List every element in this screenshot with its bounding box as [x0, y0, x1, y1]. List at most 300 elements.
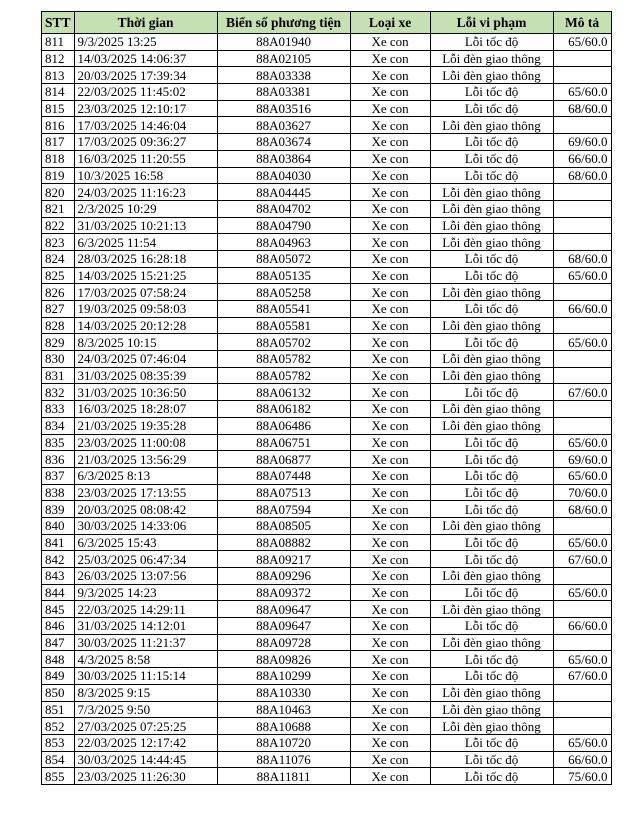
cell-plate: 88A06877 — [217, 451, 350, 468]
cell-vehicle-type: Xe con — [350, 751, 430, 768]
cell-description: 69/60.0 — [553, 134, 611, 151]
cell-description — [553, 234, 611, 251]
cell-vehicle-type: Xe con — [350, 651, 430, 668]
table-row — [42, 434, 612, 451]
cell-stt: 853 — [42, 734, 75, 751]
cell-time: 10/3/2025 16:58 — [74, 167, 217, 184]
cell-vehicle-type: Xe con — [350, 568, 430, 585]
cell-stt: 822 — [42, 217, 75, 234]
cell-stt: 818 — [42, 150, 75, 167]
cell-description — [553, 67, 611, 84]
cell-violation: Lỗi tốc độ — [430, 501, 553, 518]
cell-violation: Lỗi tốc độ — [430, 618, 553, 635]
cell-description — [553, 601, 611, 618]
table-row — [42, 317, 612, 334]
cell-vehicle-type: Xe con — [350, 34, 430, 51]
cell-violation: Lỗi đèn giao thông — [430, 284, 553, 301]
table-row — [42, 384, 612, 401]
cell-time: 24/03/2025 07:46:04 — [74, 351, 217, 368]
cell-time: 20/03/2025 17:39:34 — [74, 67, 217, 84]
cell-plate: 88A10330 — [217, 684, 350, 701]
cell-violation: Lỗi tốc độ — [430, 434, 553, 451]
cell-stt: 855 — [42, 768, 75, 785]
table-row — [42, 84, 612, 101]
cell-stt: 847 — [42, 634, 75, 651]
cell-description: 67/60.0 — [553, 551, 611, 568]
cell-stt: 829 — [42, 334, 75, 351]
cell-vehicle-type: Xe con — [350, 484, 430, 501]
cell-vehicle-type: Xe con — [350, 601, 430, 618]
cell-time: 6/3/2025 15:43 — [74, 534, 217, 551]
table-row — [42, 534, 612, 551]
cell-time: 31/03/2025 14:12:01 — [74, 618, 217, 635]
table-row — [42, 234, 612, 251]
cell-description — [553, 417, 611, 434]
cell-plate: 88A04963 — [217, 234, 350, 251]
cell-vehicle-type: Xe con — [350, 67, 430, 84]
table-row — [42, 334, 612, 351]
cell-vehicle-type: Xe con — [350, 384, 430, 401]
cell-description: 65/60.0 — [553, 534, 611, 551]
cell-stt: 852 — [42, 718, 75, 735]
cell-stt: 842 — [42, 551, 75, 568]
cell-violation: Lỗi đèn giao thông — [430, 634, 553, 651]
cell-time: 30/03/2025 11:15:14 — [74, 668, 217, 685]
cell-stt: 827 — [42, 301, 75, 318]
cell-plate: 88A03381 — [217, 84, 350, 101]
cell-description — [553, 684, 611, 701]
cell-time: 20/03/2025 08:08:42 — [74, 501, 217, 518]
cell-time: 31/03/2025 08:35:39 — [74, 367, 217, 384]
cell-plate: 88A09647 — [217, 601, 350, 618]
cell-violation: Lỗi đèn giao thông — [430, 67, 553, 84]
cell-time: 17/03/2025 09:36:27 — [74, 134, 217, 151]
table-row — [42, 568, 612, 585]
table-row — [42, 117, 612, 134]
cell-plate: 88A11811 — [217, 768, 350, 785]
cell-time: 27/03/2025 07:25:25 — [74, 718, 217, 735]
cell-stt: 821 — [42, 200, 75, 217]
cell-vehicle-type: Xe con — [350, 668, 430, 685]
cell-plate: 88A07448 — [217, 467, 350, 484]
cell-time: 6/3/2025 8:13 — [74, 467, 217, 484]
cell-vehicle-type: Xe con — [350, 367, 430, 384]
table-row — [42, 768, 612, 785]
cell-description — [553, 401, 611, 418]
table-row — [42, 284, 612, 301]
cell-stt: 814 — [42, 84, 75, 101]
cell-plate: 88A09826 — [217, 651, 350, 668]
cell-description: 65/60.0 — [553, 267, 611, 284]
table-row — [42, 517, 612, 534]
cell-plate: 88A07513 — [217, 484, 350, 501]
cell-plate: 88A11076 — [217, 751, 350, 768]
cell-stt: 844 — [42, 584, 75, 601]
cell-vehicle-type: Xe con — [350, 334, 430, 351]
cell-stt: 811 — [42, 34, 75, 51]
cell-stt: 833 — [42, 401, 75, 418]
cell-violation: Lỗi đèn giao thông — [430, 117, 553, 134]
cell-stt: 815 — [42, 100, 75, 117]
cell-plate: 88A05581 — [217, 317, 350, 334]
cell-violation: Lỗi tốc độ — [430, 250, 553, 267]
cell-stt: 846 — [42, 618, 75, 635]
cell-violation: Lỗi tốc độ — [430, 768, 553, 785]
cell-vehicle-type: Xe con — [350, 117, 430, 134]
cell-violation: Lỗi tốc độ — [430, 84, 553, 101]
cell-vehicle-type: Xe con — [350, 701, 430, 718]
cell-description: 66/60.0 — [553, 751, 611, 768]
cell-description: 69/60.0 — [553, 451, 611, 468]
table-row — [42, 267, 612, 284]
cell-plate: 88A10299 — [217, 668, 350, 685]
cell-plate: 88A09217 — [217, 551, 350, 568]
cell-description: 68/60.0 — [553, 501, 611, 518]
cell-description: 67/60.0 — [553, 384, 611, 401]
cell-violation: Lỗi đèn giao thông — [430, 200, 553, 217]
cell-violation: Lỗi đèn giao thông — [430, 50, 553, 67]
table-row — [42, 417, 612, 434]
cell-plate: 88A06132 — [217, 384, 350, 401]
cell-vehicle-type: Xe con — [350, 317, 430, 334]
cell-violation: Lỗi tốc độ — [430, 534, 553, 551]
cell-description: 68/60.0 — [553, 100, 611, 117]
cell-violation: Lỗi đèn giao thông — [430, 184, 553, 201]
cell-stt: 823 — [42, 234, 75, 251]
table-row — [42, 150, 612, 167]
cell-time: 23/03/2025 11:00:08 — [74, 434, 217, 451]
cell-vehicle-type: Xe con — [350, 417, 430, 434]
cell-description: 65/60.0 — [553, 651, 611, 668]
cell-time: 25/03/2025 06:47:34 — [74, 551, 217, 568]
cell-stt: 812 — [42, 50, 75, 67]
header-plate: Biển số phương tiện — [217, 12, 350, 34]
cell-plate: 88A03864 — [217, 150, 350, 167]
cell-violation: Lỗi đèn giao thông — [430, 718, 553, 735]
cell-plate: 88A05702 — [217, 334, 350, 351]
cell-time: 23/03/2025 17:13:55 — [74, 484, 217, 501]
cell-violation: Lỗi tốc độ — [430, 134, 553, 151]
cell-time: 16/03/2025 11:20:55 — [74, 150, 217, 167]
header-row — [42, 12, 612, 34]
table-row — [42, 301, 612, 318]
cell-plate: 88A03627 — [217, 117, 350, 134]
cell-violation: Lỗi tốc độ — [430, 301, 553, 318]
table-row — [42, 134, 612, 151]
cell-violation: Lỗi đèn giao thông — [430, 217, 553, 234]
table-row — [42, 734, 612, 751]
cell-description: 65/60.0 — [553, 734, 611, 751]
cell-time: 22/03/2025 12:17:42 — [74, 734, 217, 751]
cell-plate: 88A09296 — [217, 568, 350, 585]
table-row — [42, 651, 612, 668]
cell-violation: Lỗi tốc độ — [430, 100, 553, 117]
cell-vehicle-type: Xe con — [350, 451, 430, 468]
cell-stt: 831 — [42, 367, 75, 384]
table-row — [42, 484, 612, 501]
cell-description: 68/60.0 — [553, 250, 611, 267]
cell-vehicle-type: Xe con — [350, 301, 430, 318]
table-row — [42, 601, 612, 618]
cell-violation: Lỗi đèn giao thông — [430, 684, 553, 701]
cell-description — [553, 184, 611, 201]
cell-vehicle-type: Xe con — [350, 217, 430, 234]
cell-plate: 88A05258 — [217, 284, 350, 301]
cell-stt: 838 — [42, 484, 75, 501]
cell-stt: 820 — [42, 184, 75, 201]
table-row — [42, 167, 612, 184]
cell-stt: 841 — [42, 534, 75, 551]
cell-violation: Lỗi tốc độ — [430, 668, 553, 685]
cell-description: 65/60.0 — [553, 334, 611, 351]
cell-vehicle-type: Xe con — [350, 250, 430, 267]
cell-plate: 88A03674 — [217, 134, 350, 151]
table-row — [42, 467, 612, 484]
cell-stt: 845 — [42, 601, 75, 618]
cell-plate: 88A03338 — [217, 67, 350, 84]
cell-stt: 848 — [42, 651, 75, 668]
cell-vehicle-type: Xe con — [350, 134, 430, 151]
cell-description: 66/60.0 — [553, 618, 611, 635]
cell-time: 6/3/2025 11:54 — [74, 234, 217, 251]
cell-time: 21/03/2025 19:35:28 — [74, 417, 217, 434]
cell-plate: 88A07594 — [217, 501, 350, 518]
cell-vehicle-type: Xe con — [350, 234, 430, 251]
cell-violation: Lỗi tốc độ — [430, 34, 553, 51]
cell-violation: Lỗi tốc độ — [430, 167, 553, 184]
table-row — [42, 584, 612, 601]
cell-description: 66/60.0 — [553, 301, 611, 318]
cell-description: 75/60.0 — [553, 768, 611, 785]
cell-violation: Lỗi tốc độ — [430, 267, 553, 284]
cell-stt: 817 — [42, 134, 75, 151]
cell-time: 17/03/2025 07:58:24 — [74, 284, 217, 301]
cell-description — [553, 351, 611, 368]
table-row — [42, 618, 612, 635]
cell-time: 23/03/2025 11:26:30 — [74, 768, 217, 785]
cell-time: 30/03/2025 11:21:37 — [74, 634, 217, 651]
cell-plate: 88A02105 — [217, 50, 350, 67]
cell-vehicle-type: Xe con — [350, 150, 430, 167]
cell-time: 14/03/2025 14:06:37 — [74, 50, 217, 67]
cell-plate: 88A09728 — [217, 634, 350, 651]
cell-vehicle-type: Xe con — [350, 584, 430, 601]
table-row — [42, 34, 612, 51]
cell-vehicle-type: Xe con — [350, 200, 430, 217]
cell-vehicle-type: Xe con — [350, 768, 430, 785]
cell-plate: 88A09372 — [217, 584, 350, 601]
cell-vehicle-type: Xe con — [350, 718, 430, 735]
cell-plate: 88A05135 — [217, 267, 350, 284]
table-row — [42, 184, 612, 201]
table-row — [42, 100, 612, 117]
cell-time: 9/3/2025 14:23 — [74, 584, 217, 601]
cell-time: 30/03/2025 14:33:06 — [74, 517, 217, 534]
cell-violation: Lỗi đèn giao thông — [430, 417, 553, 434]
cell-description — [553, 200, 611, 217]
cell-stt: 854 — [42, 751, 75, 768]
cell-violation: Lỗi đèn giao thông — [430, 517, 553, 534]
table-row — [42, 217, 612, 234]
cell-plate: 88A08505 — [217, 517, 350, 534]
table-row — [42, 634, 612, 651]
cell-violation: Lỗi đèn giao thông — [430, 234, 553, 251]
cell-plate: 88A06751 — [217, 434, 350, 451]
cell-vehicle-type: Xe con — [350, 267, 430, 284]
table-row — [42, 367, 612, 384]
violations-table — [41, 11, 612, 785]
cell-violation: Lỗi tốc độ — [430, 467, 553, 484]
cell-violation: Lỗi đèn giao thông — [430, 568, 553, 585]
cell-description — [553, 117, 611, 134]
cell-vehicle-type: Xe con — [350, 100, 430, 117]
cell-violation: Lỗi đèn giao thông — [430, 351, 553, 368]
cell-time: 14/03/2025 15:21:25 — [74, 267, 217, 284]
cell-plate: 88A04702 — [217, 200, 350, 217]
table-row — [42, 401, 612, 418]
header-description: Mô tả — [553, 12, 611, 34]
cell-violation: Lỗi tốc độ — [430, 384, 553, 401]
cell-plate: 88A04445 — [217, 184, 350, 201]
cell-plate: 88A05541 — [217, 301, 350, 318]
cell-description: 65/60.0 — [553, 84, 611, 101]
cell-vehicle-type: Xe con — [350, 618, 430, 635]
cell-stt: 840 — [42, 517, 75, 534]
cell-description — [553, 367, 611, 384]
cell-description — [553, 517, 611, 534]
cell-time: 8/3/2025 9:15 — [74, 684, 217, 701]
header-time: Thời gian — [74, 12, 217, 34]
cell-time: 2/3/2025 10:29 — [74, 200, 217, 217]
cell-stt: 843 — [42, 568, 75, 585]
cell-vehicle-type: Xe con — [350, 634, 430, 651]
cell-stt: 837 — [42, 467, 75, 484]
cell-time: 16/03/2025 18:28:07 — [74, 401, 217, 418]
cell-time: 7/3/2025 9:50 — [74, 701, 217, 718]
cell-plate: 88A10688 — [217, 718, 350, 735]
cell-time: 14/03/2025 20:12:28 — [74, 317, 217, 334]
cell-violation: Lỗi tốc độ — [430, 734, 553, 751]
cell-vehicle-type: Xe con — [350, 534, 430, 551]
table-row — [42, 351, 612, 368]
cell-stt: 850 — [42, 684, 75, 701]
cell-description — [553, 701, 611, 718]
cell-vehicle-type: Xe con — [350, 684, 430, 701]
cell-description — [553, 634, 611, 651]
cell-plate: 88A05782 — [217, 367, 350, 384]
cell-description — [553, 217, 611, 234]
cell-stt: 851 — [42, 701, 75, 718]
cell-plate: 88A10463 — [217, 701, 350, 718]
cell-description: 65/60.0 — [553, 584, 611, 601]
table-row — [42, 200, 612, 217]
cell-stt: 849 — [42, 668, 75, 685]
header-violation: Lỗi vi phạm — [430, 12, 553, 34]
header-vehicle-type: Loại xe — [350, 12, 430, 34]
table-row — [42, 684, 612, 701]
cell-time: 4/3/2025 8:58 — [74, 651, 217, 668]
cell-time: 19/03/2025 09:58:03 — [74, 301, 217, 318]
cell-stt: 830 — [42, 351, 75, 368]
cell-vehicle-type: Xe con — [350, 184, 430, 201]
cell-time: 8/3/2025 10:15 — [74, 334, 217, 351]
cell-plate: 88A08882 — [217, 534, 350, 551]
cell-description: 68/60.0 — [553, 167, 611, 184]
table-row — [42, 668, 612, 685]
cell-stt: 839 — [42, 501, 75, 518]
cell-violation: Lỗi tốc độ — [430, 484, 553, 501]
cell-plate: 88A05072 — [217, 250, 350, 267]
table-row — [42, 67, 612, 84]
table-row — [42, 250, 612, 267]
cell-description — [553, 568, 611, 585]
cell-description: 65/60.0 — [553, 467, 611, 484]
cell-vehicle-type: Xe con — [350, 517, 430, 534]
cell-description: 67/60.0 — [553, 668, 611, 685]
cell-plate: 88A03516 — [217, 100, 350, 117]
cell-time: 26/03/2025 13:07:56 — [74, 568, 217, 585]
cell-description — [553, 284, 611, 301]
cell-vehicle-type: Xe con — [350, 84, 430, 101]
cell-stt: 828 — [42, 317, 75, 334]
cell-time: 31/03/2025 10:21:13 — [74, 217, 217, 234]
cell-description — [553, 317, 611, 334]
cell-violation: Lỗi đèn giao thông — [430, 367, 553, 384]
cell-description: 65/60.0 — [553, 34, 611, 51]
cell-stt: 824 — [42, 250, 75, 267]
cell-description: 66/60.0 — [553, 150, 611, 167]
cell-stt: 819 — [42, 167, 75, 184]
cell-vehicle-type: Xe con — [350, 434, 430, 451]
cell-time: 22/03/2025 14:29:11 — [74, 601, 217, 618]
cell-plate: 88A01940 — [217, 34, 350, 51]
table-row — [42, 718, 612, 735]
cell-vehicle-type: Xe con — [350, 50, 430, 67]
cell-time: 24/03/2025 11:16:23 — [74, 184, 217, 201]
cell-plate: 88A04030 — [217, 167, 350, 184]
cell-stt: 832 — [42, 384, 75, 401]
cell-time: 23/03/2025 12:10:17 — [74, 100, 217, 117]
cell-time: 17/03/2025 14:46:04 — [74, 117, 217, 134]
cell-vehicle-type: Xe con — [350, 467, 430, 484]
cell-violation: Lỗi tốc độ — [430, 651, 553, 668]
cell-vehicle-type: Xe con — [350, 551, 430, 568]
cell-time: 9/3/2025 13:25 — [74, 34, 217, 51]
cell-description — [553, 50, 611, 67]
cell-stt: 835 — [42, 434, 75, 451]
cell-time: 22/03/2025 11:45:02 — [74, 84, 217, 101]
cell-violation: Lỗi tốc độ — [430, 334, 553, 351]
cell-time: 30/03/2025 14:44:45 — [74, 751, 217, 768]
cell-time: 31/03/2025 10:36:50 — [74, 384, 217, 401]
cell-plate: 88A09647 — [217, 618, 350, 635]
cell-violation: Lỗi đèn giao thông — [430, 701, 553, 718]
cell-vehicle-type: Xe con — [350, 734, 430, 751]
table-row — [42, 50, 612, 67]
cell-description: 70/60.0 — [553, 484, 611, 501]
cell-stt: 826 — [42, 284, 75, 301]
cell-vehicle-type: Xe con — [350, 167, 430, 184]
cell-time: 28/03/2025 16:28:18 — [74, 250, 217, 267]
table-row — [42, 501, 612, 518]
cell-stt: 813 — [42, 67, 75, 84]
cell-vehicle-type: Xe con — [350, 351, 430, 368]
cell-stt: 836 — [42, 451, 75, 468]
cell-violation: Lỗi tốc độ — [430, 451, 553, 468]
cell-stt: 825 — [42, 267, 75, 284]
table-row — [42, 751, 612, 768]
cell-violation: Lỗi tốc độ — [430, 551, 553, 568]
